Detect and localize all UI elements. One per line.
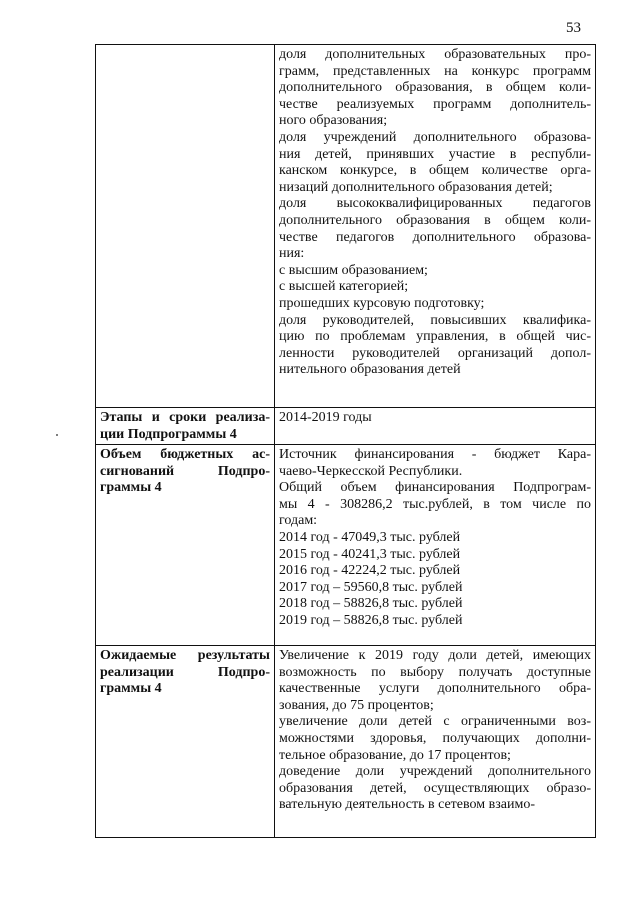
text-line: канском конкурсе, в общем количестве орга- [279,163,591,179]
text-line: возможность по выбору получать доступные [279,664,591,680]
text-line: 2017 год – 59560,8 тыс. рублей [279,579,463,595]
table-row-results [96,646,596,838]
budget-lines [279,447,591,630]
text-line: доля высококвалифицированных педагогов [279,196,591,212]
text-line: прошедших курсовую подготовку; [279,295,485,311]
budget-text-cell [275,445,596,646]
text-line: доля учреждений дополнительного образова- [279,129,591,145]
text-line: грамм, представленных на конкурс программ [279,63,591,79]
stages-value: 2014-2019 годы [279,410,372,425]
text-line: чаево-Черкесской Республики. [279,463,463,479]
text-line: зования, до 75 процентов; [279,697,434,713]
text-line: сигнований Подпро- [100,463,270,479]
page-number: 53 [566,20,581,36]
text-line: Этапы и сроки реализа- [100,410,270,425]
text-line: ния: [279,246,305,262]
stages-label-cell [96,408,275,445]
text-line: тельное образование, до 17 процентов; [279,747,511,763]
text-line: ного образования; [279,113,388,129]
text-line: 2018 год – 58826,8 тыс. рублей [279,596,463,612]
text-line: реализации Подпро- [100,664,270,680]
text-line: дополнительного образования, в общем коли- [279,80,591,96]
passport-table [95,44,596,838]
text-line: увеличение доли детей с ограниченными воз- [279,714,591,730]
text-line: ленности руководителей организаций допол- [279,345,591,361]
text-line: годам: [279,513,318,529]
results-label-cell [96,646,275,838]
budget-label-lines [100,447,270,497]
results-lines [279,648,591,828]
text-line: качественные услуги дополнительного обра- [279,681,591,697]
text-line: доля дополнительных образовательных про- [279,47,591,62]
text-line: нительного образования детей [279,362,461,378]
text-line: 2015 год - 40241,3 тыс. рублей [279,546,461,562]
text-line: Источник финансирования - бюджет Кара- [279,447,591,462]
table-row-budget [96,445,596,646]
text-line: ции Подпрограммы 4 [100,426,237,442]
results-text-cell [275,646,596,838]
text-line: низаций дополнительного образования детей; [279,179,553,195]
text-line: мы 4 - 308286,2 тыс.рублей, в том числе по [279,496,591,512]
text-line: 2014 год - 47049,3 тыс. рублей [279,529,461,545]
text-line: доля руководителей, повысивших квалифика- [279,312,591,328]
text-line: Объем бюджетных ас- [100,447,270,462]
text-line: цию по проблемам управления, в общей чис- [279,329,591,345]
text-line: с высшей категорией; [279,279,409,295]
text-line: честве педагогов дополнительного образова- [279,229,591,245]
stages-label-lines [100,410,270,443]
text-line: честве реализуемых программ дополнитель- [279,96,591,112]
text-line: образования детей, осуществляющих образо- [279,780,591,796]
budget-label-cell [96,445,275,646]
text-line: 2016 год - 42224,2 тыс. рублей [279,563,461,579]
text-line: вательную деятельность в сетевом взаимо- [279,797,535,813]
text-line: дополнительного образования в общем коли- [279,212,591,228]
text-line: Общий объем финансирования Подпрограм- [279,480,591,496]
text-line: можностями здоровья, получающих дополни- [279,730,591,746]
stages-text-cell [275,408,596,445]
text-line: граммы 4 [100,681,162,697]
table-row-stages [96,408,596,445]
indicators-text-cell [275,45,596,408]
indicators-label-cell [96,45,275,408]
results-label-lines [100,648,270,698]
text-line: Ожидаемые результаты [100,648,270,663]
scan-speck [56,434,58,436]
text-line: граммы 4 [100,480,162,496]
text-line: Увеличение к 2019 году доли детей, имеющих [279,648,591,663]
indicators-lines [279,47,591,379]
text-line: доведение доли учреждений дополнительного [279,764,591,780]
text-line: ния детей, принявших участие в республи- [279,146,591,162]
text-line: 2019 год – 58826,8 тыс. рублей [279,612,463,628]
text-line: с высшим образованием; [279,262,428,278]
table-row-indicators [96,45,596,408]
